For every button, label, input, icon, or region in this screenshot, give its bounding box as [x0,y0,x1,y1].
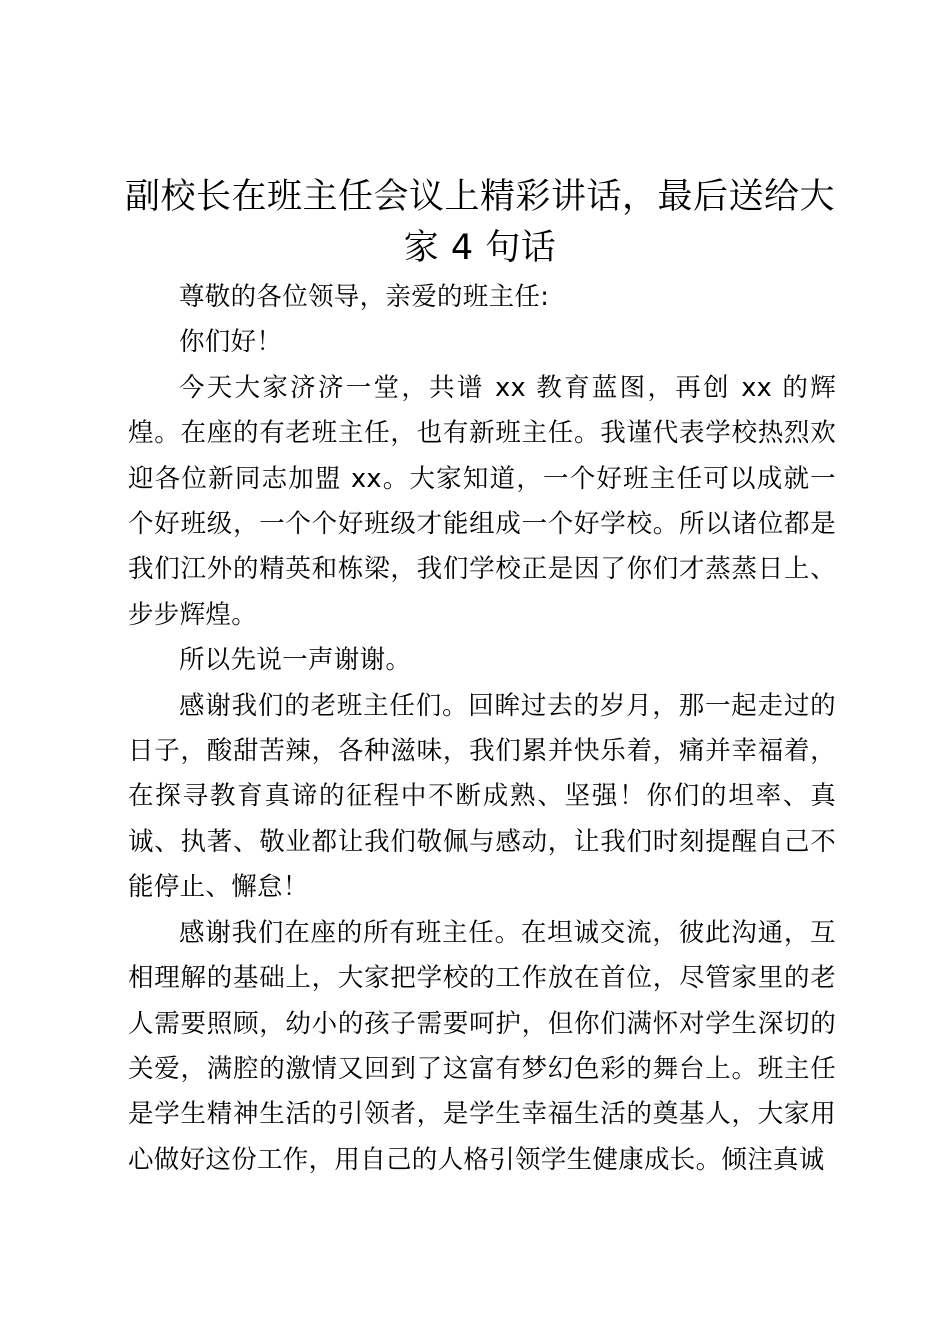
paragraph-greeting: 你们好！ [179,327,283,358]
paragraph-welcome: 今天大家济济一堂，共谱 xx 教育蓝图，再创 xx 的辉煌。在座的有老班主任，也有新班主任。我谨代表学校热烈欢迎各位新同志加盟 xx。大家知道，一个好班主任可以成就一个好班级，一个个好班级才能组成一个好学校。所以诸位都是我们江外的精英和栋梁，我们学校正是因了你们才蒸蒸日上、步步辉煌。 [128,372,836,630]
paragraph-thanks-all: 感谢我们在座的所有班主任。在坦诚交流，彼此沟通，互相理解的基础上，大家把学校的工作放在首位，尽管家里的老人需要照顾，幼小的孩子需要呵护，但你们满怀对学生深切的关爱，满腔的激情又回到了这富有梦幻色彩的舞台上。班主任是学生精神生活的引领者，是学生幸福生活的奠基人，大家用心做好这份工作，用自己的人格引领学生健康成长。倾注真诚 [128,917,836,1175]
document-title: 副校长在班主任会议上精彩讲话，最后送给大家 4 句话 [124,177,835,268]
paragraph-thanks-veterans: 感谢我们的老班主任们。回眸过去的岁月，那一起走过的日子，酸甜苦辣，各种滋味，我们累并快乐着，痛并幸福着，在探寻教育真谛的征程中不断成熟、坚强！你们的坦率、真诚、执著、敬业都让我们敬佩与感动，让我们时刻提醒自己不能停止、懈怠！ [128,690,836,903]
paragraph-thanks: 所以先说一声谢谢。 [179,645,412,676]
document-body [128,275,836,1183]
paragraph-salutation: 尊敬的各位领导，亲爱的班主任: [179,282,550,312]
